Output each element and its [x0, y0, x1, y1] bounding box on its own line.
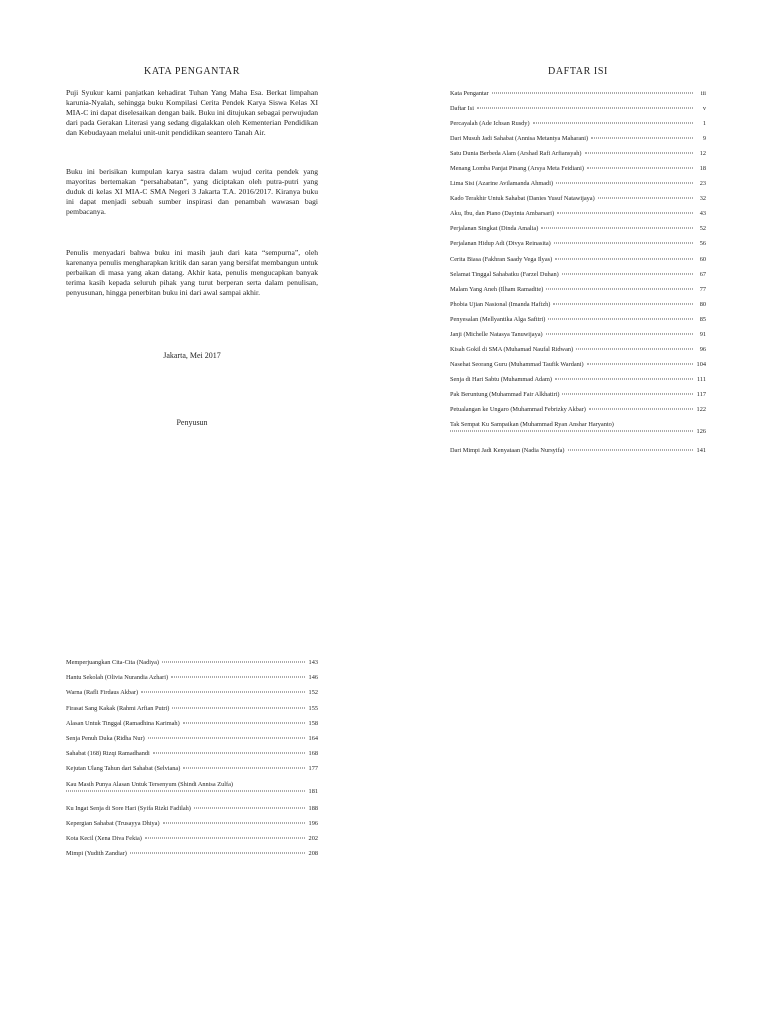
preface-paragraph-1: Puji Syukur kami panjatkan kehadirat Tuhan Yang Maha Esa. Berkat limpahan karunia-Nyalah, sehingga buku Kompilasi Cerita Pendek Karya Siswa Kelas XI MIA-C ini dapat diselesaikan dengan baik. Buku ini ditujukan sebagai perwujudan dari pada Gerakan Literasi yang sedang digalakkan oleh Kementerian Pendidikan dan Kebudayaan melalui unit-unit pendidikan seantero Tanah Air.: [66, 88, 318, 137]
toc-entry-page: 196: [308, 819, 318, 827]
toc-leader-dots: [66, 790, 305, 791]
toc-entry-page: 141: [696, 447, 706, 455]
toc-entry-page: 77: [699, 285, 706, 293]
toc-entry-page: 168: [308, 750, 318, 758]
toc-entry-page: 80: [699, 300, 706, 308]
toc-entry[interactable]: [450, 301, 706, 316]
toc-entry-page: 177: [308, 765, 318, 773]
toc-entry-title: Satu Dunia Berbeda Alam (Arshad Rafi Arfiansyah): [450, 150, 582, 158]
toc-entry-page: 152: [308, 689, 318, 697]
toc-entry-page: 122: [696, 405, 706, 413]
toc-leader-dots: [183, 768, 305, 769]
toc-entry[interactable]: [450, 447, 706, 462]
toc-entry-page: 85: [699, 315, 706, 323]
toc-entry[interactable]: [450, 195, 706, 210]
toc-leader-dots: [533, 123, 693, 124]
toc-entry-page: iii: [700, 90, 706, 97]
toc-entry-title: Perjalanan Singkat (Dinda Amalia): [450, 225, 539, 233]
toc-entry[interactable]: [450, 240, 706, 255]
toc-leader-dots: [183, 722, 305, 723]
toc-entry[interactable]: [450, 361, 706, 376]
toc-leader-dots: [591, 138, 693, 139]
toc-entry-title: Kejutan Ulang Tahun dari Sahabat (Selviana): [66, 765, 181, 773]
toc-leader-dots: [587, 168, 693, 169]
toc-entry-page: 52: [699, 225, 706, 233]
toc-entry[interactable]: [450, 376, 706, 391]
toc-entry-page: 23: [699, 180, 706, 188]
toc-leader-dots: [153, 753, 305, 754]
toc-entry-page: 117: [696, 390, 706, 398]
toc-entry[interactable]: [66, 735, 318, 750]
toc-entry-page: 164: [308, 734, 318, 742]
toc-entry[interactable]: [450, 346, 706, 361]
toc-entry[interactable]: [450, 225, 706, 240]
toc-leader-dots: [172, 707, 305, 708]
toc-entry-title: Dari Musuh Jadi Sahabat (Annisa Metantya Maharani): [450, 135, 589, 143]
toc-entry-title: Ku Ingat Senja di Sore Hari (Syifa Rizki Fadilah): [66, 804, 191, 812]
toc-entry-title: Menang Lomba Panjat Pinang (Arsya Meta Feidiani): [450, 165, 584, 173]
toc-entry-page: 104: [696, 360, 706, 368]
toc-entry[interactable]: [66, 720, 318, 735]
toc-entry-page: 146: [308, 674, 318, 682]
toc-entry-title: Kisah Gokil di SMA (Muhamad Naufal Ridwan): [450, 345, 574, 353]
toc-entry-title: Penyesalan (Mellyantika Alga Safitri): [450, 315, 546, 323]
toc-leader-dots: [589, 408, 693, 409]
toc-entry-page: 208: [308, 850, 318, 858]
toc-leader-dots: [477, 108, 693, 109]
toc-entry-page: 96: [699, 345, 706, 353]
toc-leader-dots: [562, 393, 693, 394]
toc-leader-dots: [585, 153, 694, 154]
toc-leader-dots: [130, 853, 305, 854]
preface-title: KATA PENGANTAR: [144, 66, 240, 77]
toc-entry-title: Phobia Ujian Nasional (Imanda Hafizh): [450, 300, 551, 308]
toc-leader-dots: [541, 228, 693, 229]
toc-entry-page: 188: [308, 804, 318, 812]
toc-entry[interactable]: [450, 391, 706, 406]
toc-entry-title: Warna (Rafli Firdaus Akbar): [66, 689, 139, 697]
toc-entry-title: Perjalanan Hidup Adi (Divya Reinasita): [450, 240, 551, 248]
toc-entry-title: Selamat Tinggal Sahabatku (Farzel Duhan): [450, 270, 559, 278]
toc-entry[interactable]: [450, 421, 706, 447]
toc-entry[interactable]: [66, 850, 318, 865]
toc-entry[interactable]: [450, 210, 706, 225]
toc-entry[interactable]: [450, 256, 706, 271]
toc-entry[interactable]: [66, 765, 318, 780]
toc-entry[interactable]: [66, 750, 318, 765]
toc-entry[interactable]: [450, 165, 706, 180]
toc-leader-dots: [555, 258, 693, 259]
toc-entry-page: 202: [308, 834, 318, 842]
toc-entry-page: 158: [308, 719, 318, 727]
toc-entry[interactable]: [450, 271, 706, 286]
preface-signer: Penyusun: [176, 418, 208, 427]
preface-paragraph-3: Penulis menyadari bahwa buku ini masih jauh dari kata “sempurna”, oleh karenanya penulis mengharapkan kritik dan saran yang bersifat membangun untuk perbaikan di masa yang akan datang. Akhir kata, penulis mengucapkan banyak terima kasih kepada seluruh pihak yang turut berperan serta dalam penulisan, penyusunan, hingga penerbitan buku ini dari awal sampai akhir.: [66, 248, 318, 297]
toc-entry[interactable]: [450, 105, 706, 120]
toc-entry-page: 143: [308, 659, 318, 666]
toc-entry[interactable]: [66, 705, 318, 720]
toc-entry-title: Janji (Michelle Natasya Tanuwijaya): [450, 330, 543, 338]
toc-entry[interactable]: [450, 150, 706, 165]
toc-entry-page: 43: [699, 210, 706, 218]
toc-entry-page: v: [702, 105, 706, 113]
toc-leader-dots: [555, 378, 693, 379]
toc-entry-title: Aku, Ibu, dan Piano (Dayinta Ambarsari): [450, 210, 555, 218]
toc-entry-title: Daftar Isi: [450, 105, 474, 113]
toc-entry-title: Kata Pengantar: [450, 90, 489, 97]
toc-leader-dots: [568, 450, 693, 451]
toc-entry-title: Kado Terakhir Untuk Sahabat (Danies Yusuf Natawijaya): [450, 195, 595, 203]
toc-leader-dots: [576, 348, 693, 349]
toc-leader-dots: [546, 333, 693, 334]
toc-leader-dots: [556, 183, 693, 184]
toc-entry[interactable]: [66, 781, 318, 805]
toc-entry-title: Hantu Sekolah (Olivia Nurandia Azhari): [66, 674, 169, 682]
toc-leader-dots: [171, 677, 305, 678]
toc-leader-dots: [145, 837, 305, 838]
toc-entry-title: Kau Masih Punya Alasan Untuk Tersenyum (Shindi Annisa Zulfa): [66, 780, 233, 788]
toc-leader-dots: [492, 93, 693, 94]
toc-entry-page: 1: [702, 120, 706, 128]
toc-entry-page: 56: [699, 240, 706, 248]
toc-leader-dots: [554, 243, 693, 244]
toc-entry[interactable]: [66, 805, 318, 820]
toc-entry-page: 12: [699, 150, 706, 158]
toc-leader-dots: [148, 737, 305, 738]
toc-entry-page: 111: [697, 375, 706, 383]
toc-list-continued: [66, 659, 318, 865]
toc-leader-dots: [587, 363, 693, 364]
toc-entry[interactable]: [450, 180, 706, 195]
toc-entry[interactable]: [450, 286, 706, 301]
toc-leader-dots: [557, 213, 693, 214]
toc-entry[interactable]: [66, 835, 318, 850]
toc-entry[interactable]: [450, 316, 706, 331]
toc-entry[interactable]: [450, 90, 706, 105]
toc-entry-title: Firasat Sang Kakak (Rahmi Arfian Putri): [66, 704, 170, 712]
toc-leader-dots: [562, 273, 693, 274]
toc-entry-title: Senja di Hari Sabtu (Muhammad Adam): [450, 375, 552, 383]
toc-entry[interactable]: [450, 120, 706, 135]
toc-leader-dots: [162, 662, 305, 663]
toc-list-main: [450, 90, 706, 462]
toc-entry-title: Mimpi (Yudith Zandiar): [66, 850, 127, 858]
toc-entry-title: Memperjuangkan Cita-Cita (Nadiya): [66, 659, 160, 666]
toc-leader-dots: [553, 303, 693, 304]
toc-entry-page: 126: [696, 428, 706, 436]
toc-entry-page: 67: [699, 270, 706, 278]
toc-entry-page: 32: [699, 195, 706, 203]
toc-entry-title: Petualangan ke Ungaro (Muhammad Febrizky Akbar): [450, 405, 586, 413]
toc-entry-title: Senja Penuh Duka (Ridha Nur): [66, 734, 145, 742]
preface-paragraph-2: Buku ini berisikan kumpulan karya sastra dalam wujud cerita pendek yang mayoritas bertemakan “persahabatan”, yang diciptakan oleh putra-putri yang duduk di kelas XI MIA-C SMA Negeri 3 Jakarta T.A. 2016/2017. Kiranya buku ini dapat menjadi sebuah sumber inspirasi dan penambah wawasan bagi pembacanya.: [66, 167, 318, 216]
preface-place-date: Jakarta, Mei 2017: [163, 351, 221, 360]
toc-leader-dots: [141, 692, 305, 693]
toc-entry-title: Nasehat Seorang Guru (Muhammad Taufik Wardani): [450, 360, 584, 368]
toc-entry-title: Cerita Biasa (Fakhran Saady Vega Ilyas): [450, 255, 553, 263]
toc-entry[interactable]: [450, 135, 706, 150]
toc-entry[interactable]: [450, 406, 706, 421]
toc-entry[interactable]: [66, 674, 318, 689]
toc-leader-dots: [548, 318, 693, 319]
toc-entry-page: 91: [699, 330, 706, 338]
toc-entry-title: Sahabat (168) Rizqi Ramadhandi: [66, 750, 150, 758]
toc-entry-page: 181: [308, 787, 318, 795]
toc-entry-page: 155: [308, 704, 318, 712]
toc-entry[interactable]: [66, 820, 318, 835]
toc-leader-dots: [450, 431, 693, 432]
toc-entry-title: Dari Mimpi Jadi Kenyataan (Nadia Nursyifa): [450, 447, 565, 455]
toc-entry[interactable]: [450, 331, 706, 346]
toc-entry-title: Lima Sisi (Azarine Avilamanda Ahmadi): [450, 180, 554, 188]
toc-entry-page: 18: [699, 165, 706, 173]
toc-entry-title: Alasan Untuk Tinggal (Ramadhina Karimah): [66, 719, 180, 727]
toc-leader-dots: [194, 807, 305, 808]
toc-entry[interactable]: [66, 659, 318, 674]
toc-leader-dots: [163, 822, 305, 823]
toc-entry-title: Percayalah (Ade Ichsan Rusdy): [450, 120, 530, 128]
toc-entry-page: 60: [699, 255, 706, 263]
toc-entry-title: Malam Yang Aneh (Ilham Ramadite): [450, 285, 544, 293]
toc-entry-title: Tak Sempat Ku Sampaikan (Muhammad Ryan Anshar Haryanto): [450, 421, 614, 429]
toc-entry-title: Pak Beruntung (Muhammad Fair Alkhatiri): [450, 390, 560, 398]
toc-entry-page: 9: [702, 135, 706, 143]
toc-entry-title: Kepergian Sahabat (Trusayya Dhiya): [66, 819, 160, 827]
toc-leader-dots: [598, 198, 693, 199]
toc-title: DAFTAR ISI: [548, 66, 608, 77]
toc-entry-title: Kota Kecil (Xena Diva Fekia): [66, 834, 142, 842]
toc-leader-dots: [546, 288, 693, 289]
toc-entry[interactable]: [66, 689, 318, 704]
